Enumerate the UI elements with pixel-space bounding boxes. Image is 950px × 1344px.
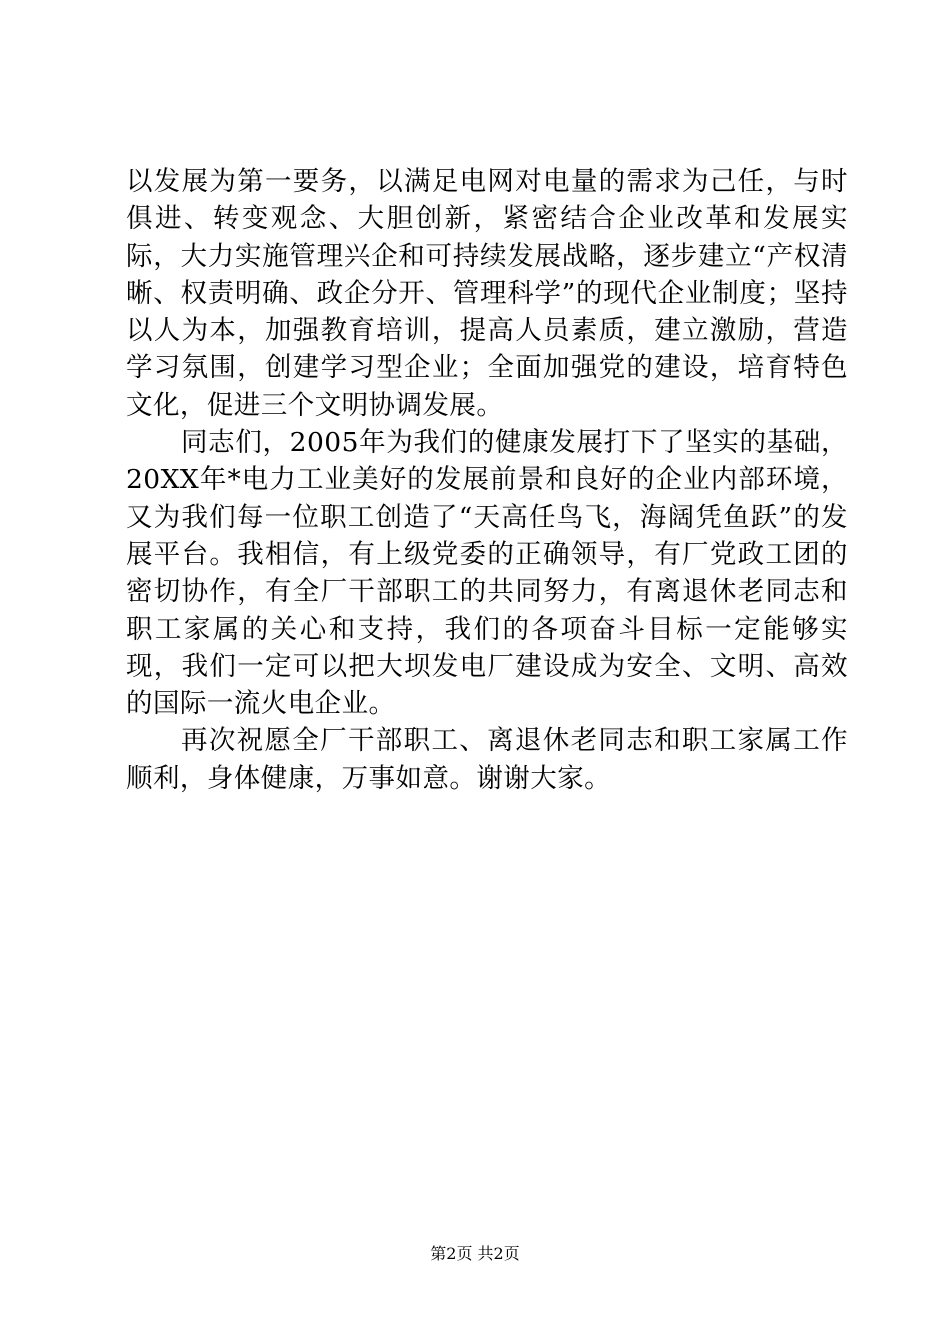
- page-number-footer: 第2页 共2页: [430, 1244, 520, 1263]
- paragraph-closing-wishes: 再次祝愿全厂干部职工、离退休老同志和职工家属工作顺利，身体健康，万事如意。谢谢大家。: [126, 725, 848, 794]
- paragraph-continuation: 以发展为第一要务，以满足电网对电量的需求为己任，与时俱进、转变观念、大胆创新，紧密结合企业改革和发展实际，大力实施管理兴企和可持续发展战略，逐步建立“产权清晰、权责明确、政企分开、管理科学”的现代企业制度；坚持以人为本，加强教育培训，提高人员素质，建立激励，营造学习氛围，创建学习型企业；全面加强党的建设，培育特色文化，促进三个文明协调发展。: [126, 166, 848, 421]
- paragraph-comrades: 同志们，2005年为我们的健康发展打下了坚实的基础，20XX年*电力工业美好的发展前景和良好的企业内部环境，又为我们每一位职工创造了“天高任鸟飞，海阔凭鱼跃”的发展平台。我相信，有上级党委的正确领导，有厂党政工团的密切协作，有全厂干部职工的共同努力，有离退休老同志和职工家属的关心和支持，我们的各项奋斗目标一定能够实现，我们一定可以把大坝发电厂建设成为安全、文明、高效的国际一流火电企业。: [126, 427, 848, 720]
- document-body: [126, 163, 848, 797]
